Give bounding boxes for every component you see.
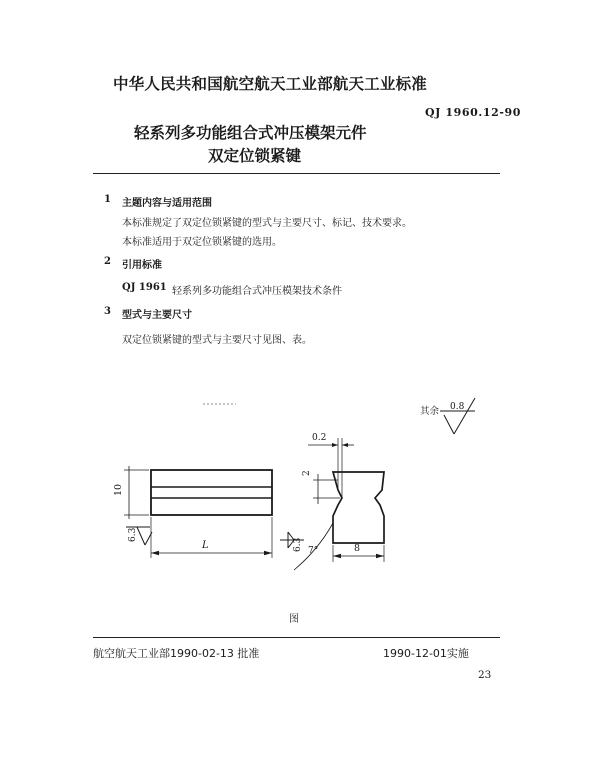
dimension-length-label: L [202, 540, 209, 551]
section-1-heading: 主题内容与适用范围 [122, 198, 212, 209]
figure-caption: 图 [289, 614, 299, 625]
roughness-left-value: 6.3 [128, 527, 138, 542]
section-2-heading: 引用标准 [122, 260, 162, 271]
section-1-number: 1 [104, 194, 111, 205]
section-1-line-1: 本标准规定了双定位锁紧键的型式与主要尺寸、标记、技术要求。 [122, 218, 412, 229]
page-number: 23 [478, 669, 492, 681]
section-3-line-1: 双定位锁紧键的型式与主要尺寸见图、表。 [122, 335, 312, 346]
section-3-heading: 型式与主要尺寸 [122, 310, 192, 321]
section-3-number: 3 [104, 306, 111, 317]
document-title-line1: 轻系列多功能组合式冲压模架元件 [134, 124, 367, 142]
referenced-standard-title: 轻系列多功能组合式冲压模架技术条件 [172, 286, 342, 297]
referenced-standard-code: QJ 1961 [122, 282, 167, 293]
dimension-width-label: 8 [354, 543, 361, 554]
rest-roughness-value: 0.8 [450, 402, 465, 412]
roughness-right-value: 6.3 [293, 537, 303, 552]
front-view [124, 466, 272, 558]
rest-label: 其余 [420, 406, 440, 417]
dimension-depth-label: 2 [302, 470, 312, 476]
approval-info: 航空航天工业部1990-02-13 批准 [93, 647, 260, 660]
footer-rule [93, 637, 500, 638]
angle-label: 7° [308, 546, 319, 556]
effective-date: 1990-12-01实施 [383, 647, 469, 660]
section-1-line-2: 本标准适用于双定位锁紧键的选用。 [122, 237, 282, 248]
section-2-number: 2 [104, 256, 111, 267]
dimension-offset-label: 0.2 [312, 433, 327, 443]
dimension-height-label: 10 [113, 483, 124, 496]
standard-number: QJ 1960.12-90 [425, 106, 522, 119]
document-title-line2: 双定位锁紧键 [208, 147, 302, 165]
issuing-organization: 中华人民共和国航空航天工业部航天工业标准 [113, 75, 428, 93]
